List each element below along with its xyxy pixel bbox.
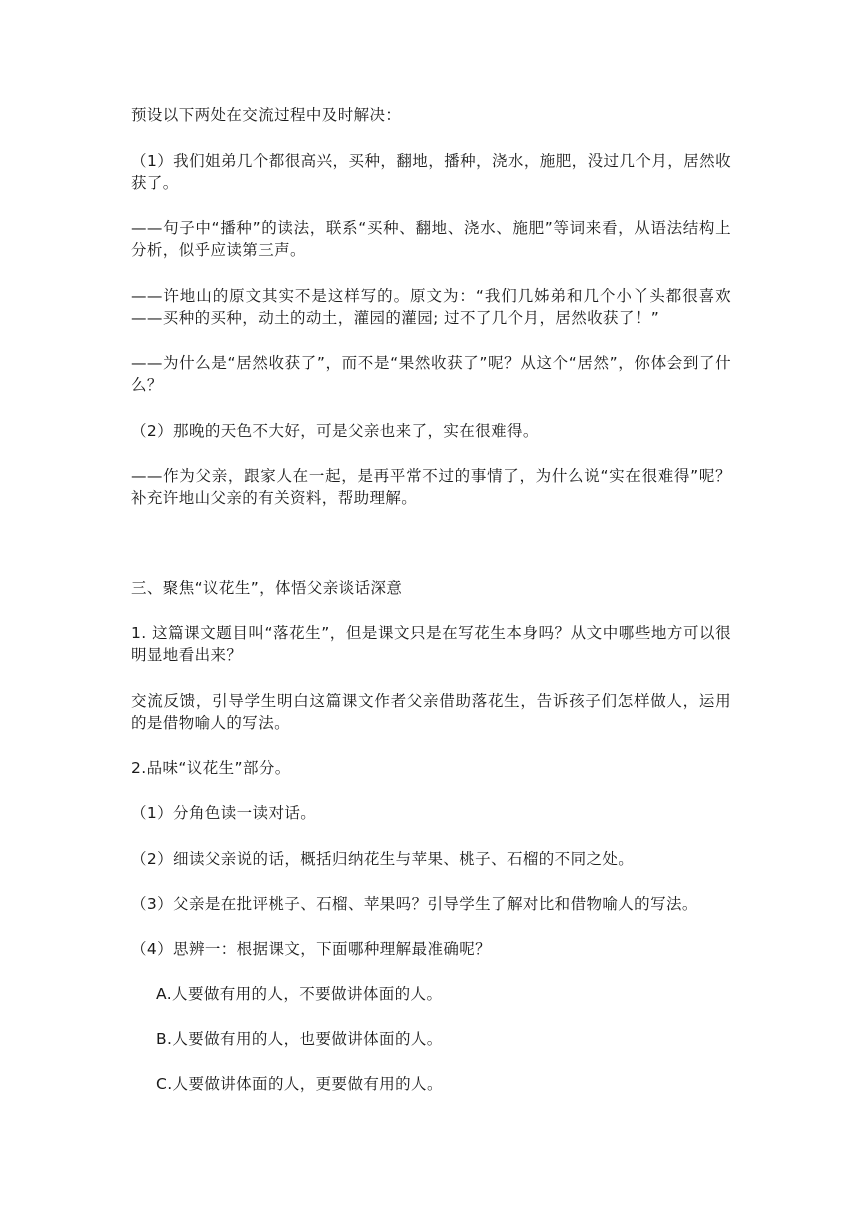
example-sentence-1: （1）我们姐弟几个都很高兴，买种，翻地，播种，浇水，施肥，没过几个月，居然收获了。 (131, 152, 731, 192)
list-item: （4）思辨一：根据课文，下面哪种理解最准确呢？ (131, 940, 492, 958)
note-paragraph: ——句子中“播种”的读法，联系“买种、翻地、浇水、施肥”等词来看，从语法结构上分析，似乎应读第三声。 (131, 219, 731, 259)
list-item: （3）父亲是在批评桃子、石榴、苹果吗？引导学生了解对比和借物喻人的写法。 (131, 895, 698, 913)
example-sentence-2: （2）那晚的天色不大好，可是父亲也来了，实在很难得。 (131, 422, 539, 440)
subsection-heading: 2.品味“议花生”部分。 (131, 759, 291, 777)
note-paragraph: ——为什么是“居然收获了”，而不是“果然收获了”呢？从这个“居然”，你体会到了什么？ (131, 354, 731, 394)
option-b: B.人要做有用的人，也要做讲体面的人。 (156, 1030, 443, 1048)
list-item: （1）分角色读一读对话。 (131, 804, 317, 822)
question-paragraph: 1. 这篇课文题目叫“落花生”，但是课文只是在写花生本身吗？从文中哪些地方可以很明显地看出来？ (131, 624, 731, 664)
intro-paragraph: 预设以下两处在交流过程中及时解决： (131, 106, 402, 124)
section-heading: 三、聚焦“议花生”，体悟父亲谈话深意 (131, 579, 403, 597)
note-paragraph: ——许地山的原文其实不是这样写的。原文为：“我们几姊弟和几个小丫头都很喜欢——买种的买种，动土的动土，灌园的灌园; 过不了几个月，居然收获了！” (131, 287, 731, 327)
feedback-paragraph: 交流反馈，引导学生明白这篇课文作者父亲借助落花生，告诉孩子们怎样做人，运用的是借物喻人的写法。 (131, 692, 731, 732)
note-paragraph: ——作为父亲，跟家人在一起，是再平常不过的事情了，为什么说“实在很难得”呢？补充许地山父亲的有关资料，帮助理解。 (131, 467, 731, 507)
option-c: C.人要做讲体面的人，更要做有用的人。 (156, 1075, 443, 1093)
option-a: A.人要做有用的人，不要做讲体面的人。 (156, 985, 443, 1003)
list-item: （2）细读父亲说的话，概括归纳花生与苹果、桃子、石榴的不同之处。 (131, 850, 635, 868)
